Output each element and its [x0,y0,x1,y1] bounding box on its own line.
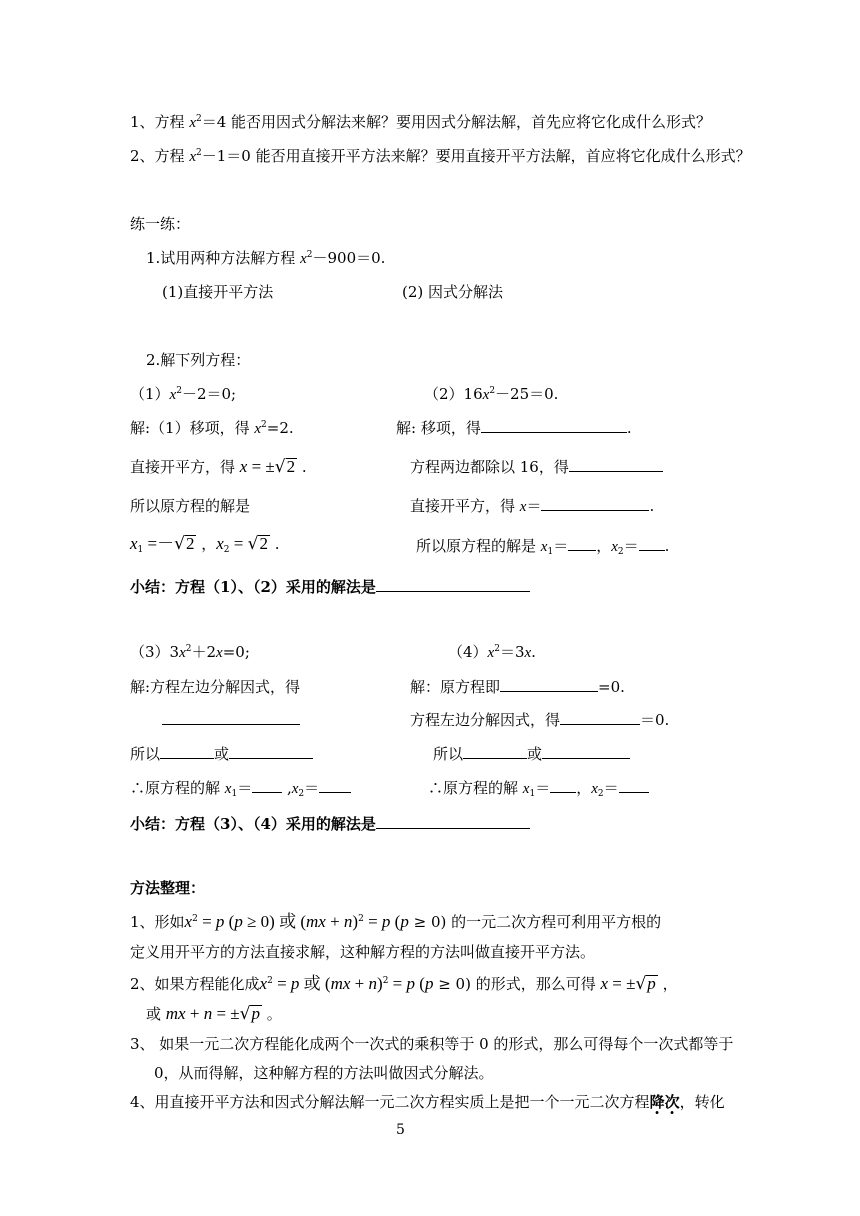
answer-blank[interactable] [481,418,627,433]
answer-blank[interactable] [541,496,649,511]
equation-4: $(4)x^2=3x$. [448,643,536,661]
method-2-line-2: 或 mx + n = ±√p 。 [146,1004,282,1024]
practice-1: 1.试用两种方法解方程 $x^2-900=0$. [146,249,386,267]
radical-icon: √ [247,534,259,554]
practice-heading: 练一练： [130,215,191,233]
practice-1-method-1: (1)直接开平方法 [162,283,274,301]
solution-4-line-1: 解：原方程即 =0. [410,678,625,696]
solution-1-line-3: 所以原方程的解是 [130,497,251,515]
answer-blank[interactable] [376,814,530,829]
answer-blank[interactable] [619,778,649,793]
radical-icon: √ [239,1004,251,1024]
method-4: 4、用直接开平方法和因式分解法解一元二次方程实质上是把一个一元二次方程降次，转化 [130,1093,725,1111]
practice-1-method-2: (2) 因式分解法 [402,283,504,301]
solution-1-line-4: $x_1 =-√2$ ，$x_2 = √2$ . [130,534,280,555]
answer-blank[interactable] [376,577,530,592]
answer-blank[interactable] [569,457,663,472]
answer-blank[interactable] [162,710,300,725]
solution-3-line-3: 所以 或 [130,744,313,764]
summary-1: 小结：方程（1）、（2）采用的解法是 [130,577,530,597]
emphasis-ci: 次 [664,1093,680,1111]
answer-blank[interactable] [319,778,351,793]
method-1-line-2: 定义用开平方的方法直接求解，这种解方程的方法叫做直接开平方法。 [130,943,596,961]
emphasis-jiang: 降 [649,1093,665,1111]
radical-icon: √ [274,457,286,477]
equation-1: $(1)x^2-2=0$; [130,385,237,403]
answer-blank[interactable] [160,744,214,759]
answer-blank[interactable] [542,744,630,759]
solution-4-line-4: ∴原方程的解 $x_1=$ ，$x_2=$ [428,778,649,799]
solution-1-line-1: 解:（1）移项，得 $x^2=2$. [130,419,294,437]
answer-blank[interactable] [229,744,313,759]
solution-2-line-4: 所以原方程的解是 $x_1=$ ，$x_2=$ . [416,537,670,557]
summary-2: 小结：方程（3）、（4）采用的解法是 [130,814,530,834]
solution-2-line-2: 方程两边都除以 16，得 [410,457,663,477]
answer-blank[interactable] [500,677,598,692]
answer-blank[interactable] [252,778,282,793]
answer-blank[interactable] [560,710,640,725]
question-1: 1、方程 $x^2=4$ 能否用因式分解法来解？要用因式分解法解，首先应将它化成什么形式？ [130,113,712,131]
radical-icon: √ [635,974,647,994]
method-3: 3、 如果一元二次方程能化成两个一次式的乘积等于 0 的形式，那么可得每个一次式都等于 [130,1035,734,1053]
answer-blank[interactable] [568,536,596,551]
page-number: 5 [396,1122,405,1138]
solution-2-line-1: 解: 移项，得 . [396,419,632,437]
answer-blank[interactable] [639,536,665,551]
method-2: 2、如果方程能化成$x^2 = p$ 或 (mx + n)$^2$ = p (p ≥ 0) 的形式，那么可得 x = ±√p ， [130,974,678,994]
solution-1-line-2: 直接开平方，得 x = ±√2 . [130,457,307,477]
solution-3-line-1: 解:方程左边分解因式，得 [130,678,301,696]
equation-2: $(2)16x^2-25=0$. [424,385,559,403]
solution-2-line-3: 直接开平方，得 x＝ . [410,497,655,515]
solution-3-line-4: ∴原方程的解 $x_1= ,x_2=$ [130,778,351,799]
method-heading: 方法整理： [130,879,206,897]
solution-3-line-2 [162,710,300,730]
practice-2: 2.解下列方程： [146,351,251,369]
solution-4-line-3: 所以 或 [433,744,630,764]
equation-3: $(3)3x^2+2x=0$; [130,643,250,661]
radical-icon: √ [174,534,185,554]
solution-4-line-2: 方程左边分解因式，得 ＝0. [410,711,670,729]
method-3-line-2: 0，从而得解，这种解方程的方法叫做因式分解法。 [154,1064,494,1082]
question-2: 2、方程 $x^2-1=0$ 能否用直接开平方法来解？要用直接开平方法解，首应将它化成什么形式？ [130,147,751,165]
method-1: 1、形如$x^2 = p$ (p ≥ 0) 或 (mx + n)$^2$ = p (p ≥ 0) 的一元二次方程可利用平方根的 [130,912,662,931]
answer-blank[interactable] [463,744,527,759]
answer-blank[interactable] [550,778,576,793]
